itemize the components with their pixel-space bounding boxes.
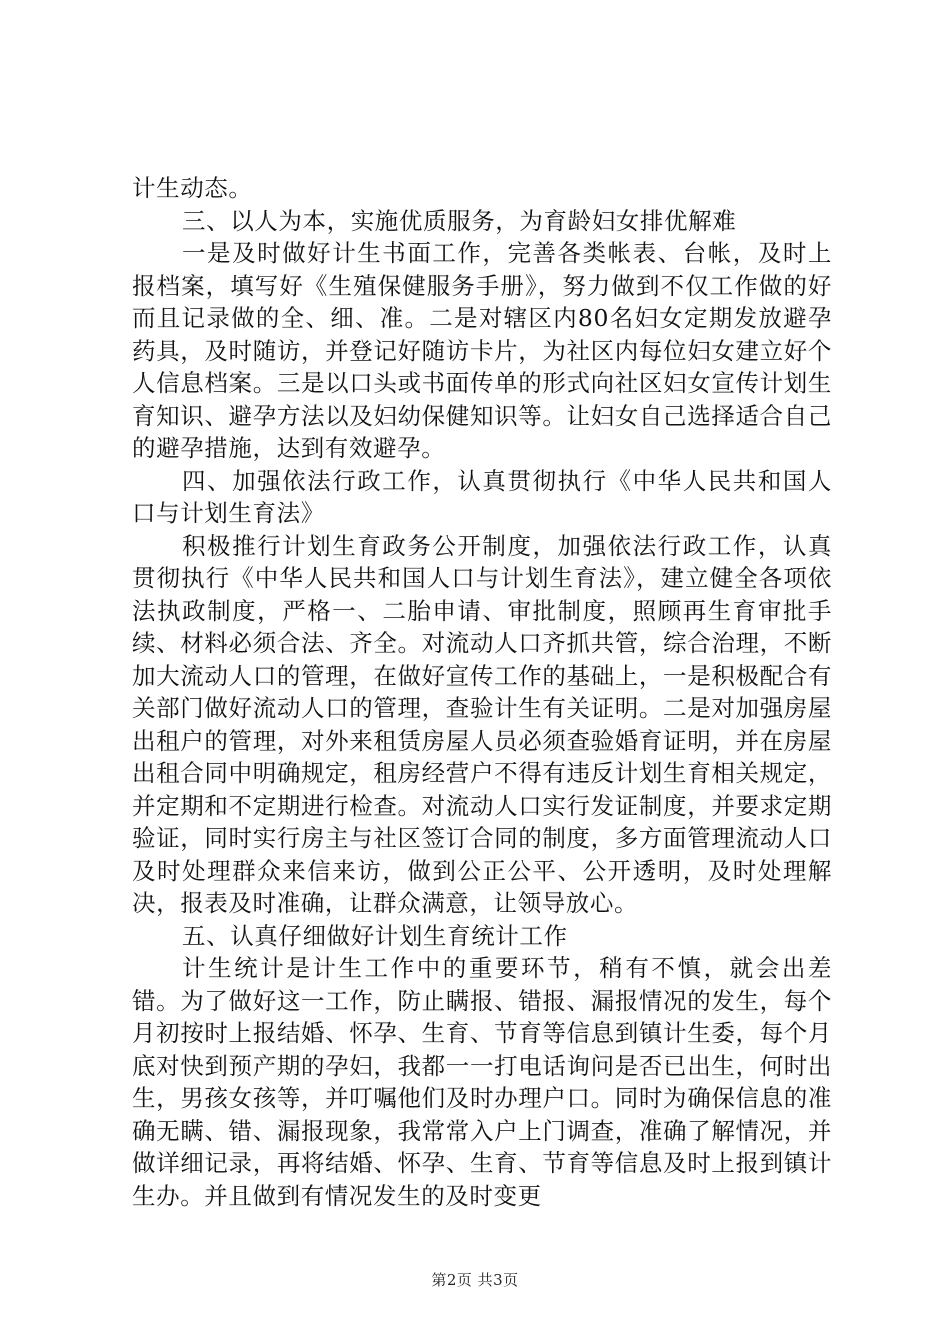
document-body [132, 172, 832, 1212]
section-heading-4: 四、加强依法行政工作，认真贯彻执行《中华人民共和国人口与计划生育法》 [132, 466, 832, 527]
section-heading-3: 三、以人为本，实施优质服务，为育龄妇女排优解难 [182, 206, 737, 235]
page-number-footer: 第2页 共3页 [431, 1271, 519, 1289]
paragraph-section-3: 一是及时做好计生书面工作，完善各类帐表、台帐，及时上报档案，填写好《生殖保健服务手册》，努力做到不仅工作做的好而且记录做的全、细、准。二是对辖区内80名妇女定期发放避孕药具，及时随访，并登记好随访卡片，为社区内每位妇女建立好个人信息档案。三是以口头或书面传单的形式向社区妇女宣传计划生育知识、避孕方法以及妇幼保健知识等。让妇女自己选择适合自己的避孕措施，达到有效避孕。 [132, 239, 832, 462]
paragraph-section-4: 积极推行计划生育政务公开制度，加强依法行政工作，认真贯彻执行《中华人民共和国人口与计划生育法》，建立健全各项依法执政制度，严格一、二胎申请、审批制度，照顾再生育审批手续、材料必须合法、齐全。对流动人口齐抓共管，综合治理，不断加大流动人口的管理，在做好宣传工作的基础上，一是积极配合有关部门做好流动人口的管理，查验计生有关证明。二是对加强房屋出租户的管理，对外来租赁房屋人员必须查验婚育证明，并在房屋出租合同中明确规定，租房经营户不得有违反计划生育相关规定，并定期和不定期进行检查。对流动人口实行发证制度，并要求定期验证，同时实行房主与社区签订合同的制度，多方面管理流动人口及时处理群众来信来访，做到公正公平、公开透明，及时处理解决，报表及时准确，让群众满意，让领导放心。 [132, 531, 832, 917]
section-heading-5: 五、认真仔细做好计划生育统计工作 [182, 921, 568, 950]
paragraph-continuation: 计生动态。 [132, 174, 253, 202]
paragraph-section-5: 计生统计是计生工作中的重要环节，稍有不慎，就会出差错。为了做好这一工作，防止瞒报、错报、漏报情况的发生，每个月初按时上报结婚、怀孕、生育、节育等信息到镇计生委，每个月底对快到预产期的孕妇，我都一一打电话询问是否已出生，何时出生，男孩女孩等，并叮嘱他们及时办理户口。同时为确保信息的准确无瞒、错、漏报现象，我常常入户上门调查，准确了解情况，并做详细记录，再将结婚、怀孕、生育、节育等信息及时上报到镇计生办。并且做到有情况发生的及时变更 [132, 954, 832, 1210]
